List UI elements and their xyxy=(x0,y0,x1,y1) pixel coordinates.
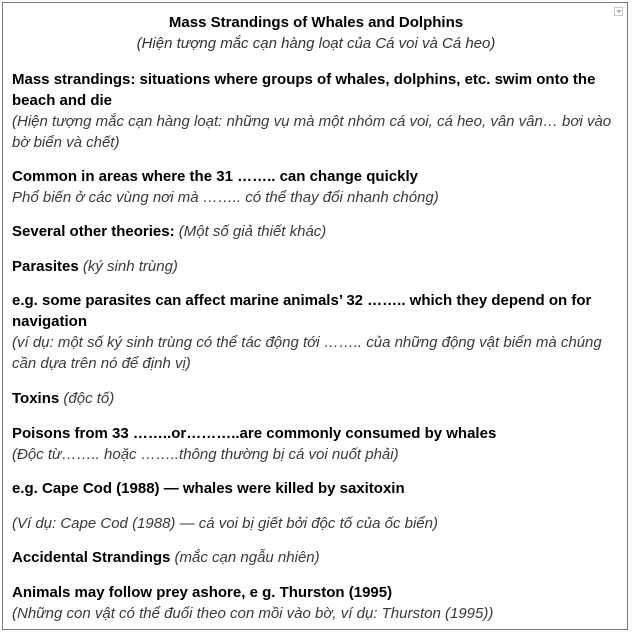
note-parasites-example xyxy=(12,290,616,374)
note-text: Parasites xyxy=(12,258,79,275)
note-translation: (Hiện tượng mắc cạn hàng loạt: những vụ mà một nhóm cá voi, cá heo, vân vân… bơi vào bờ biển và chết) xyxy=(12,113,612,151)
note-parasites xyxy=(12,256,616,277)
note-text: Accidental Strandings xyxy=(12,549,171,566)
note-text: Common in areas where the 31 …….. can change quickly xyxy=(12,168,418,185)
note-accidental-strandings xyxy=(12,547,616,568)
note-translation: (ví dụ: một số ký sinh trùng có thể tác động tới …….. của những động vật biển mà chúng cần dựa trên nó để định vị) xyxy=(12,334,602,372)
note-toxins xyxy=(12,388,616,409)
note-follow-prey xyxy=(12,582,616,624)
note-text: Several other theories: xyxy=(12,223,175,240)
note-text: e.g. Cape Cod (1988) — whales were killed by saxitoxin xyxy=(12,480,405,497)
note-cape-cod xyxy=(12,478,616,534)
note-text: Toxins xyxy=(12,390,60,407)
note-translation: (Một số giả thiết khác) xyxy=(178,223,327,240)
note-text: Mass strandings: situations where groups of whales, dolphins, etc. swim onto the beach and die xyxy=(12,71,596,109)
note-text: Poisons from 33 ……..or………..are commonly consumed by whales xyxy=(12,425,497,442)
note-translation: (Ví dụ: Cape Cod (1988) — cá voi bị giết bởi độc tố của ốc biển) xyxy=(12,515,438,532)
note-text: e.g. some parasites can affect marine animals’ 32 …….. which they depend on for navigation xyxy=(12,292,592,330)
note-translation: (Độc từ…….. hoặc ……..thông thường bị cá voi nuốt phải) xyxy=(12,446,399,463)
note-common-areas xyxy=(12,166,616,208)
note-translation: (Những con vật có thể đuổi theo con mồi vào bờ, ví dụ: Thurston (1995)) xyxy=(12,605,494,622)
note-poisons xyxy=(12,423,616,465)
note-translation: (ký sinh trùng) xyxy=(82,258,178,275)
note-mass-strandings xyxy=(12,69,616,153)
notes-table xyxy=(2,2,628,630)
note-translation: (mắc cạn ngẫu nhiên) xyxy=(174,549,320,566)
note-translation: (độc tố) xyxy=(63,390,115,407)
page-title: Mass Strandings of Whales and Dolphins xyxy=(168,14,464,31)
note-translation: Phổ biến ở các vùng nơi mà …….. có thể thay đổi nhanh chóng) xyxy=(12,189,439,206)
note-text: Animals may follow prey ashore, e g. Thurston (1995) xyxy=(12,584,393,601)
page-title-translation: (Hiện tượng mắc cạn hàng loạt của Cá voi và Cá heo) xyxy=(136,35,496,52)
note-other-theories xyxy=(12,221,616,242)
